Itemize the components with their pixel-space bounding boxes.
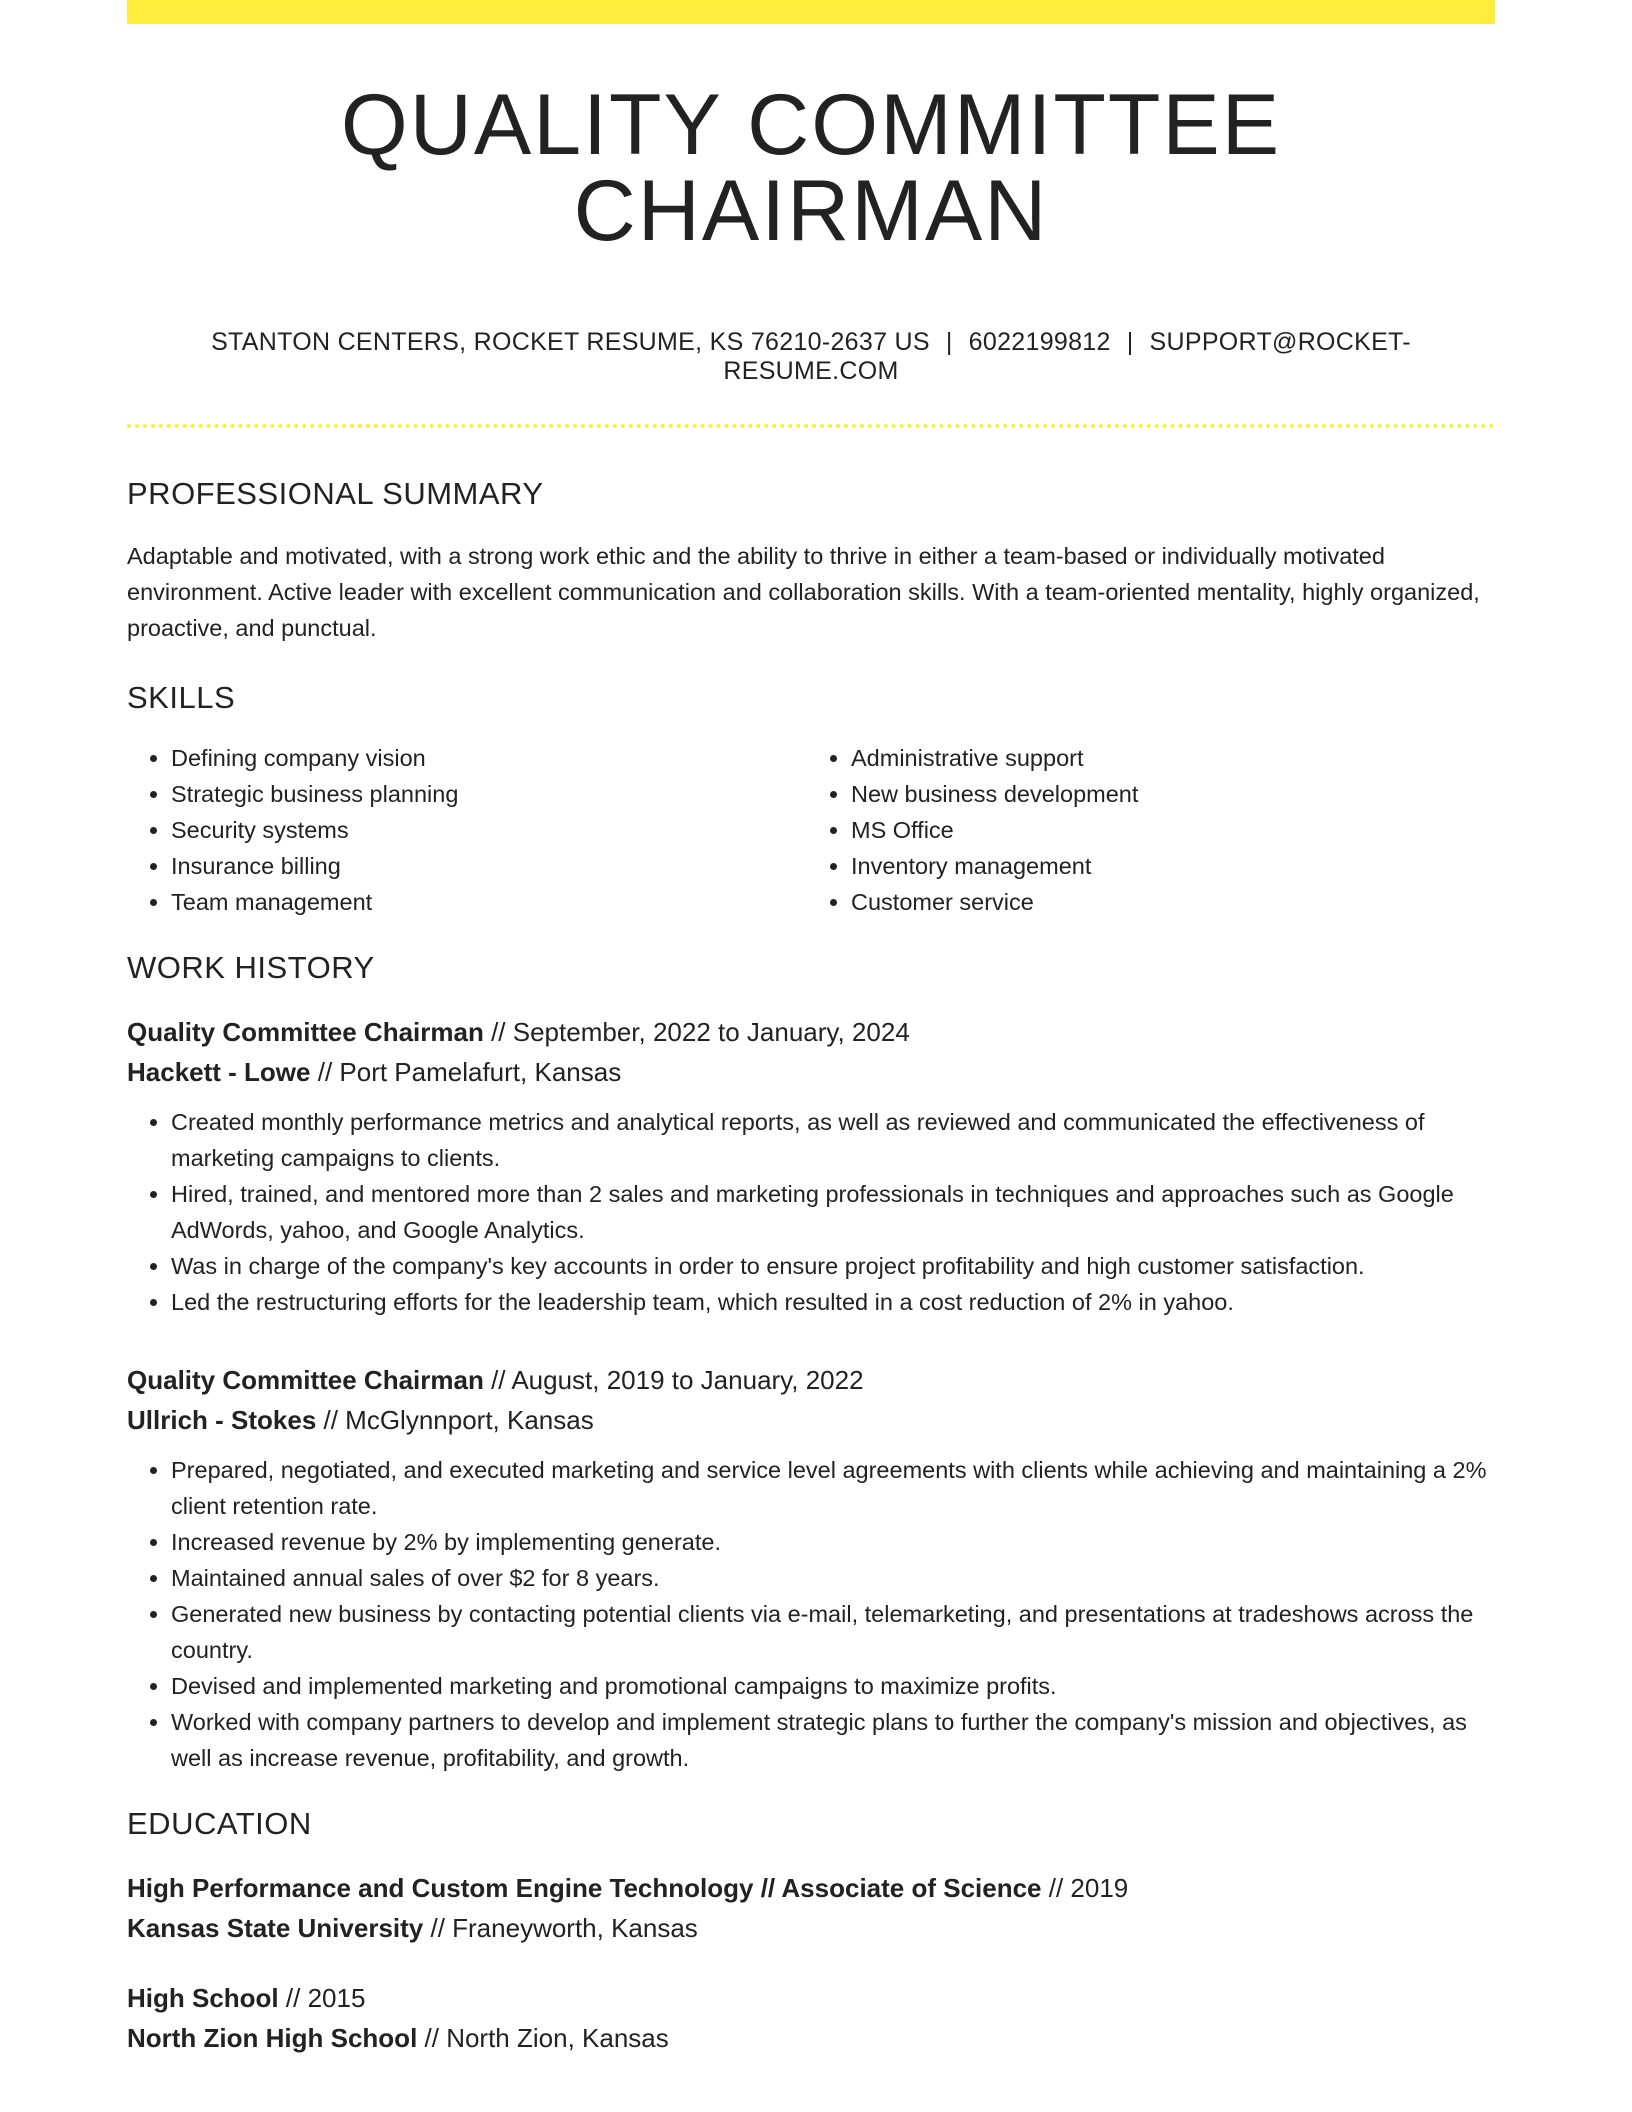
job-bullet: • Generated new business by contacting potential clients via e-mail, telemarketing, and presentations at tradeshows across the country. [171, 1596, 1495, 1668]
contact-separator: | [945, 328, 953, 356]
job-bullets [127, 1452, 1495, 1776]
skills-list-left [127, 740, 801, 920]
skills-columns [127, 740, 1495, 920]
contact-line [127, 328, 1495, 386]
job-bullet: • Prepared, negotiated, and executed marketing and service level agreements with clients while achieving and maintaining a 2% client retention rate. [171, 1452, 1495, 1524]
education-degree: High Performance and Custom Engine Technology // Associate of Science [127, 1873, 1042, 1903]
job-location: // McGlynnport, Kansas [316, 1405, 594, 1435]
job-bullet: • Devised and implemented marketing and promotional campaigns to maximize profits. [171, 1668, 1495, 1704]
contact-email: SUPPORT@ROCKET-RESUME.COM [723, 328, 1411, 385]
job-bullet: • Hired, trained, and mentored more than 2 sales and marketing professionals in techniques and approaches such as Google AdWords, yahoo, and Google Analytics. [171, 1176, 1495, 1248]
skill-item: • Defining company vision [171, 740, 801, 776]
education-location: // North Zion, Kansas [417, 2023, 669, 2053]
summary-text: Adaptable and motivated, with a strong work ethic and the ability to thrive in either a team-based or individually motivated environment. Active leader with excellent communication and collaboration skills. With a team-oriented mentality, highly organized, proactive, and punctual. [127, 543, 1480, 641]
skill-item: • New business development [851, 776, 1481, 812]
job-bullet: • Maintained annual sales of over $2 for 8 years. [171, 1560, 1495, 1596]
education-year: // 2019 [1041, 1873, 1129, 1903]
header-divider [127, 424, 1495, 428]
job-role: Quality Committee Chairman [127, 1365, 484, 1395]
skill-item: • Team management [171, 884, 801, 920]
contact-phone: 6022199812 [968, 328, 1111, 356]
job-company-line [127, 1052, 1495, 1092]
resume-page [127, 0, 1495, 2058]
job-dates: // September, 2022 to January, 2024 [483, 1017, 910, 1047]
skill-item: • Inventory management [851, 848, 1481, 884]
job-bullet: • Increased revenue by 2% by implementing generate. [171, 1524, 1495, 1560]
job-location: // Port Pamelafurt, Kansas [310, 1057, 622, 1087]
job-bullet: • Was in charge of the company's key accounts in order to ensure project profitability and high customer satisfaction. [171, 1248, 1495, 1284]
job-role: Quality Committee Chairman [127, 1017, 484, 1047]
education-entry [127, 1868, 1495, 1948]
education-heading: EDUCATION [127, 1806, 312, 1841]
education-degree-line [127, 1978, 1495, 2018]
job-title-line [127, 1360, 1495, 1400]
skills-heading: SKILLS [127, 680, 236, 715]
job-bullet: • Led the restructuring efforts for the leadership team, which resulted in a cost reduction of 2% in yahoo. [171, 1284, 1495, 1320]
contact-separator: | [1126, 328, 1134, 356]
education-school: North Zion High School [127, 2023, 418, 2053]
education-school-line [127, 1908, 1495, 1948]
job-company: Ullrich - Stokes [127, 1405, 317, 1435]
job-bullet: • Created monthly performance metrics and analytical reports, as well as reviewed and communicated the effectiveness of marketing campaigns to clients. [171, 1104, 1495, 1176]
skills-list-right [801, 740, 1481, 920]
education-location: // Franeyworth, Kansas [423, 1913, 698, 1943]
job-bullet: • Worked with company partners to develop and implement strategic plans to further the company's mission and objectives, as well as increase revenue, profitability, and growth. [171, 1704, 1495, 1776]
education-entry [127, 1978, 1495, 2058]
skill-item: • Customer service [851, 884, 1481, 920]
job-entry [127, 1360, 1495, 1776]
job-dates: // August, 2019 to January, 2022 [483, 1365, 864, 1395]
job-title-line [127, 1012, 1495, 1052]
job-entry [127, 1012, 1495, 1320]
education-school: Kansas State University [127, 1913, 424, 1943]
summary-heading: PROFESSIONAL SUMMARY [127, 476, 544, 511]
candidate-name: QUALITY COMMITTEE CHAIRMAN [340, 77, 1282, 259]
skill-item: • MS Office [851, 812, 1481, 848]
work-history-heading: WORK HISTORY [127, 950, 375, 985]
job-company-line [127, 1400, 1495, 1440]
contact-address: STANTON CENTERS, ROCKET RESUME, KS 76210-2637 US [211, 328, 930, 356]
education-school-line [127, 2018, 1495, 2058]
skill-item: • Strategic business planning [171, 776, 801, 812]
job-company: Hackett - Lowe [127, 1057, 311, 1087]
skill-item: • Insurance billing [171, 848, 801, 884]
accent-top-bar [127, 0, 1495, 24]
skill-item: • Administrative support [851, 740, 1481, 776]
education-degree: High School [127, 1983, 279, 2013]
education-degree-line [127, 1868, 1495, 1908]
skill-item: • Security systems [171, 812, 801, 848]
education-year: // 2015 [278, 1983, 366, 2013]
job-bullets [127, 1104, 1495, 1320]
